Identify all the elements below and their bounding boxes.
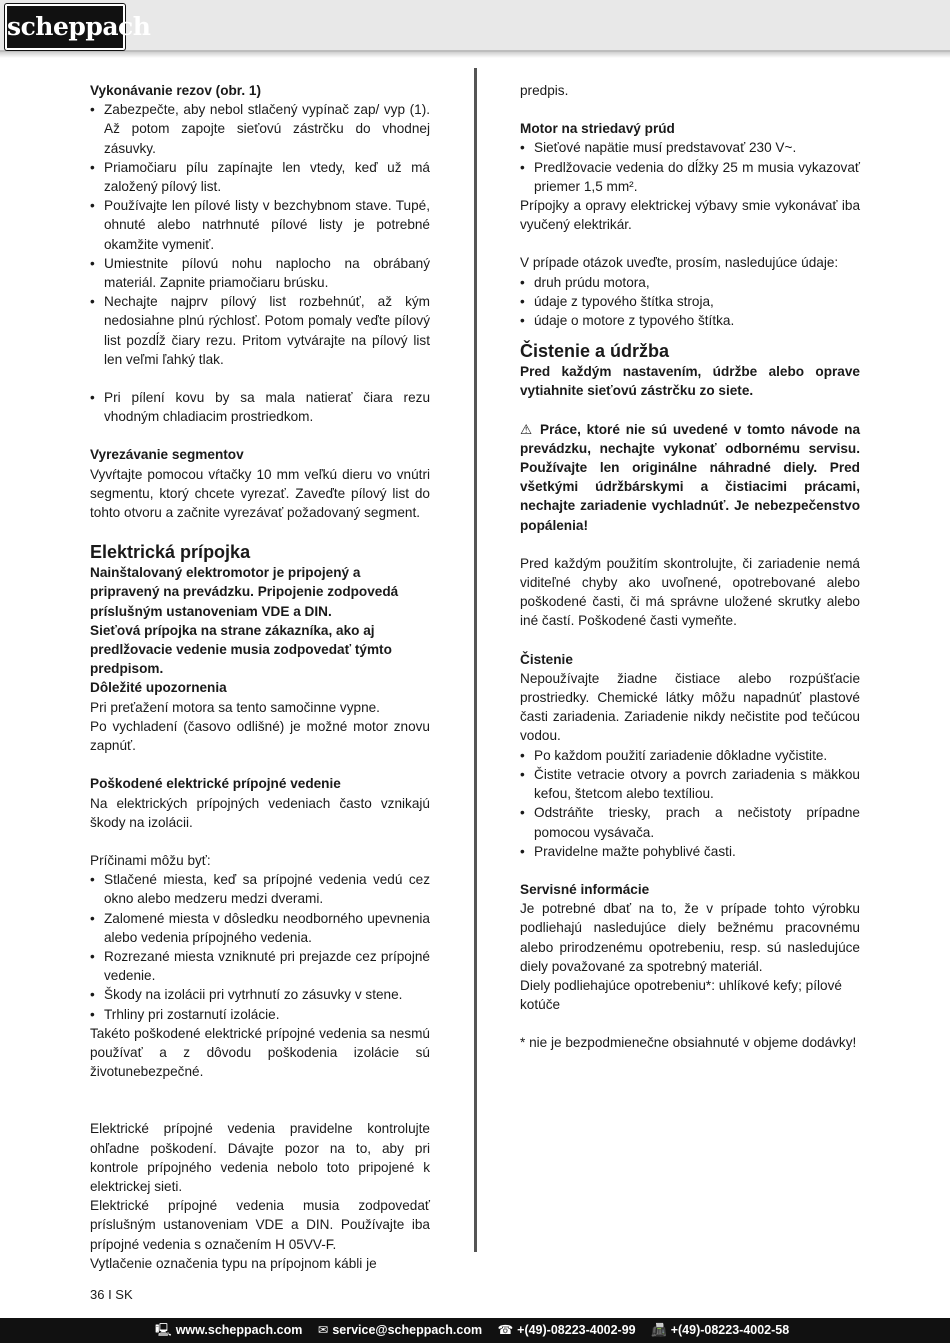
page-footer <box>0 1318 950 1343</box>
list-item: • Pri pílení kovu by sa mala natierať čiara rezu vhodným chladiacim prostriedkom. <box>90 388 430 426</box>
list-item: • Priamočiaru pílu zapínajte len vtedy, keď už má založený pílový list. <box>90 158 430 196</box>
questions-list <box>520 273 860 331</box>
heading-electrical: Elektrická prípojka <box>90 542 251 563</box>
continued-text: predpis. <box>520 83 569 98</box>
website-link[interactable]: www.scheppach.com <box>175 1323 303 1337</box>
cutting-list <box>90 100 430 369</box>
list-item: • druh prúdu motora, <box>520 273 860 292</box>
fax-icon: 📠 <box>651 1323 667 1337</box>
list-item: • Škody na izolácii pri vytrhnutí zo zásuvky v stene. <box>90 985 430 1004</box>
list-item: • Zalomené miesta v dôsledku neodborného upevnenia alebo vedenia prípojného vedenia. <box>90 909 430 947</box>
service-parts: Diely podliehajúce opotrebeniu*: uhlíkové kefy; pílové kotúče <box>520 977 842 1013</box>
list-item: • údaje o motore z typového štítka. <box>520 311 860 330</box>
footer-website[interactable] <box>155 1323 302 1337</box>
cable-check-text-2: Elektrické prípojné vedenia musia zodpovedať príslušným ustanoveniam VDE a DIN. Používajte iba prípojné vedenia s označením H 05VV-F. <box>90 1198 430 1252</box>
inspection-text: Pred každým použitím skontrolujte, či zariadenie nemá viditeľné chyby ako uvoľnené, opotrebované alebo poškodené časti, či má správne uložené skrutky alebo iné častí. Poškodené časti vymeňte. <box>520 555 860 629</box>
header-shadow <box>0 52 950 58</box>
service-text: Je potrebné dbať na to, že v prípade tohto výrobku podliehajú nasledujúce diely bežnému pracovnému alebo prirodzenému opotrebeniu, resp. sú nasledujúce diely považované za spotrebný materiál. <box>520 901 860 974</box>
page-header <box>0 0 950 52</box>
phone-icon: ☎ <box>497 1323 514 1337</box>
electrical-bold-2: Sieťová prípojka na strane zákazníka, ako aj predlžovacie vedenie musia zodpovedať týmto predpisom. <box>90 622 392 677</box>
section-title-cutting: Vykonávanie rezov (obr. 1) <box>90 83 261 98</box>
phone-number: +(49)-08223-4002-99 <box>517 1323 636 1337</box>
cleaning-bold-notice: Pred každým nastavením, údržbe alebo oprave vytiahnite sieťovú zástrčku zo siete. <box>520 364 860 399</box>
heading-cleaning-maintenance: Čistenie a údržba <box>520 341 670 362</box>
cable-check-text-3: Vytlačenie označenia typu na prípojnom kábli je <box>90 1255 377 1271</box>
list-item: • Nechajte najprv pílový list rozbehnúť, až kým nedosiahne plnú rýchlosť. Potom pomaly veďte pílový list pozdĺž čiary rezu. Pritom vytvárajte na pílový list len veľmi ľahký tlak. <box>90 292 430 369</box>
list-item: • Zabezpečte, aby nebol stlačený vypínač zap/ vyp (1). Až potom zapojte sieťovú zástrčku do vhodnej zásuvky. <box>90 100 430 158</box>
ac-motor-list <box>520 138 860 196</box>
cutting-list-extra <box>90 388 430 426</box>
list-item: • Odstráňte triesky, prach a nečistoty prípadne pomocou vysávača. <box>520 803 860 841</box>
computer-icon: 🖳 <box>155 1323 172 1337</box>
list-item: • Rozrezané miesta vzniknuté pri prejazde cez prípojné vedenie. <box>90 947 430 985</box>
list-item: • Predlžovacie vedenia do dĺžky 25 m musia vykazovať priemer 1,5 mm². <box>520 158 860 196</box>
damaged-cable-warning: Takéto poškodené elektrické prípojné vedenia sa nesmú používať a z dôvodu poškodenia izolácie sú životunebezpečné. <box>90 1025 430 1080</box>
section-title-damaged-cable: Poškodené elektrické prípojné vedenie <box>90 776 341 792</box>
list-item: • Stlačené miesta, keď sa prípojné vedenia vedú cez okno alebo medzeru medzi dverami. <box>90 870 430 908</box>
list-item: • Trhliny pri zostarnutí izolácie. <box>90 1005 430 1024</box>
left-column <box>90 81 430 1273</box>
service-note: * nie je bezpodmienečne obsiahnuté v objeme dodávky! <box>520 1035 857 1051</box>
warning-icon: ⚠ <box>520 421 535 437</box>
column-divider <box>474 68 477 1252</box>
list-item: • Umiestnite pílovú nohu naplocho na obrábaný materiál. Zapnite priamočiaru brúsku. <box>90 254 430 292</box>
list-item: • údaje z typového štítka stroja, <box>520 292 860 311</box>
damaged-cable-text: Na elektrických prípojných vedeniach často vznikajú škody na izolácii. <box>90 795 430 830</box>
cable-check-text-1: Elektrické prípojné vedenia pravidelne kontrolujte ohľadne poškodení. Dávajte pozor na to, aby pri kontrole prípojného vedenia nebolo toto pripojené k elektrickej sieti. <box>90 1121 430 1194</box>
segments-text: Vyvŕtajte pomocou vŕtačky 10 mm veľkú dieru vo vnútri segmentu, ktorý chcete vyrezať. Zaveďte pílový list do tohto otvoru a začnite vyrezávať požadovaný segment. <box>90 466 430 521</box>
warning-text: Práce, ktoré nie sú uvedené v tomto návode na prevádzku, nechajte vykonať odbornému servisu. Používajte len originálne náhradné diely. Pred všetkými údržbárskymi a čistiacimi prácami, nechajte zariadenie vychladnúť. Je nebezpečenstvo popálenia! <box>520 421 860 533</box>
notes-text-2: Po vychladení (časovo odlišné) je možné motor znovu zapnúť. <box>90 718 430 754</box>
causes-list <box>90 870 430 1024</box>
section-title-segments: Vyrezávanie segmentov <box>90 447 244 463</box>
causes-intro: Príčinami môžu byť: <box>90 852 211 868</box>
footer-email[interactable] <box>318 1323 482 1337</box>
notes-text-1: Pri preťažení motora sa tento samočinne vypne. <box>90 699 380 715</box>
mail-icon: ✉ <box>317 1323 329 1337</box>
list-item: • Pravidelne mažte pohyblivé časti. <box>520 842 860 861</box>
section-title-cleaning: Čistenie <box>520 651 573 667</box>
electrical-bold-1: Nainštalovaný elektromotor je pripojený a pripravený na prevádzku. Pripojenie zodpovedá príslušným ustanoveniam VDE a DIN. <box>90 565 399 619</box>
section-title-service: Servisné informácie <box>520 881 650 897</box>
list-item: • Používajte len pílové listy v bezchybnom stave. Tupé, ohnuté alebo natrhnuté pílové listy je potrebné okamžite vymeniť. <box>90 196 430 254</box>
list-item: • Po každom použití zariadenie dôkladne vyčistite. <box>520 746 860 765</box>
footer-phone <box>498 1323 636 1337</box>
section-title-ac-motor: Motor na striedavý prúd <box>520 121 675 137</box>
right-column <box>520 81 860 1053</box>
section-title-notes: Dôležité upozornenia <box>90 680 227 696</box>
fax-number: +(49)-08223-4002-58 <box>670 1323 790 1337</box>
footer-fax <box>651 1323 789 1337</box>
list-item: • Čistite vetracie otvory a povrch zariadenia s mäkkou kefou, štetcom alebo textíliou. <box>520 765 860 803</box>
email-link[interactable]: service@scheppach.com <box>332 1323 483 1337</box>
list-item: • Sieťové napätie musí predstavovať 230 V~. <box>520 138 860 157</box>
scheppach-logo: scheppach <box>5 4 125 50</box>
page-number: 36 I SK <box>90 1287 133 1302</box>
ac-motor-text: Prípojky a opravy elektrickej výbavy smie vykonávať iba vyučený elektrikár. <box>520 198 860 233</box>
warning-notice <box>520 420 860 535</box>
cleaning-text: Nepoužívajte žiadne čistiace alebo rozpúšťacie prostriedky. Chemické látky môžu napadnúť plastové časti zariadenia. Zariadenie nikdy nečistite pod tečúcou vodou. <box>520 670 860 744</box>
cleaning-list <box>520 746 860 861</box>
questions-intro: V prípade otázok uveďte, prosím, nasledujúce údaje: <box>520 255 839 271</box>
